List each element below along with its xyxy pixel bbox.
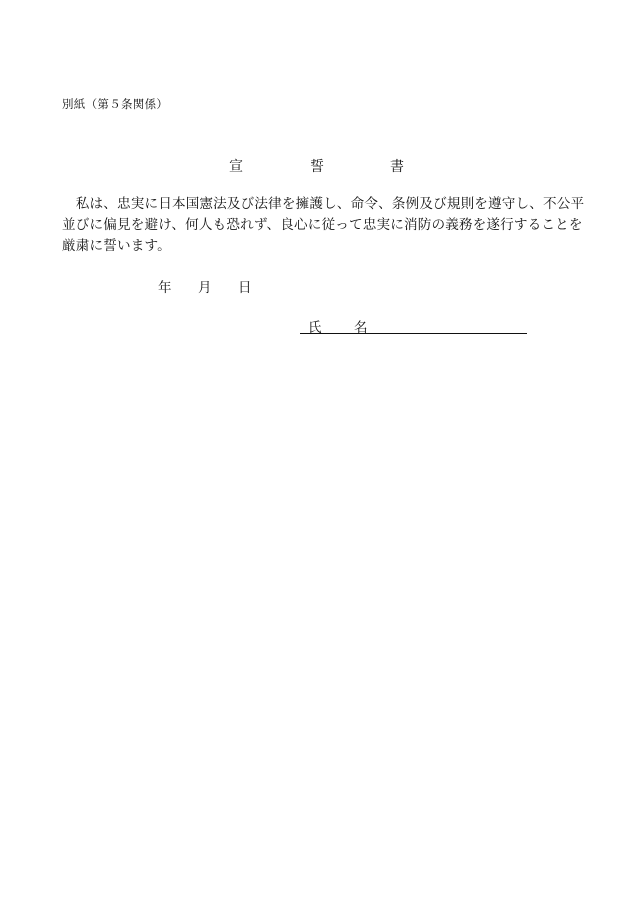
signature-label-surname: 氏 (308, 320, 322, 336)
signature-line (300, 316, 527, 334)
date-year-label: 年 (158, 280, 172, 296)
oath-line-2: 並びに偏見を避け、何人も恐れず、良心に従って忠実に消防の義務を遂行することを (62, 217, 583, 233)
title-char-3: 書 (390, 159, 404, 175)
attachment-label: 別紙（第５条関係） (62, 97, 169, 111)
date-month-label: 月 (198, 280, 212, 296)
title-char-2: 誓 (310, 159, 324, 175)
oath-line-1: 私は、忠実に日本国憲法及び法律を擁護し、命令、条例及び規則を遵守し、不公平 (62, 196, 585, 212)
oath-body (62, 194, 585, 257)
signature-label-name: 名 (354, 320, 368, 336)
title-char-1: 宣 (229, 159, 243, 175)
oath-line-3: 厳粛に誓います。 (62, 238, 171, 254)
date-day-label: 日 (238, 280, 252, 296)
